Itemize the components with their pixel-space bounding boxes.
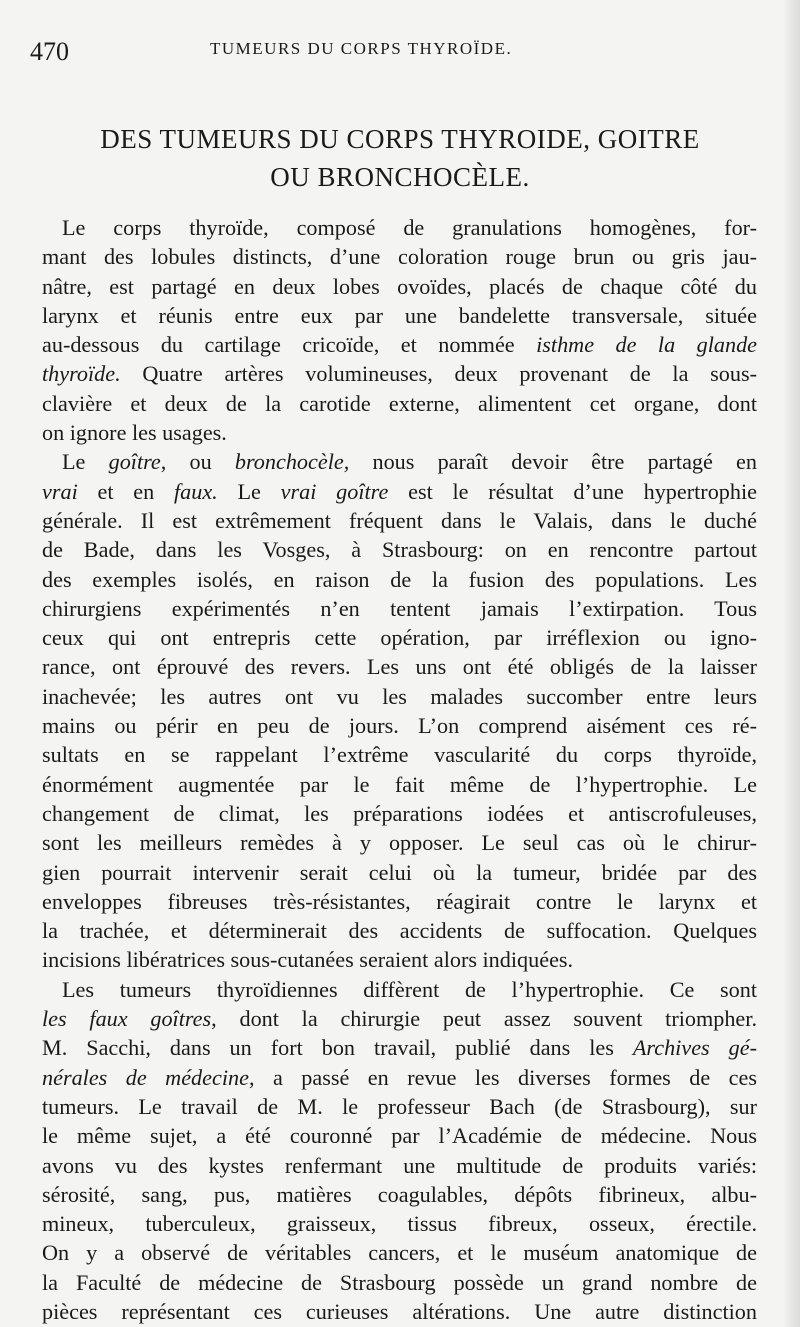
text-line: changement de climat, les préparations iodées et antiscrofuleuses, bbox=[42, 800, 757, 826]
text-run: , a passé en revue les diverses formes de ces bbox=[248, 1064, 757, 1090]
text-line: rance, ont éprouvé des revers. Les uns ont été obligés de la laisser bbox=[42, 654, 757, 680]
text-line bbox=[42, 1063, 757, 1092]
text-line: sont les meilleurs remèdes à y opposer. Le seul cas où le chirur- bbox=[42, 830, 757, 856]
text-line bbox=[42, 359, 757, 388]
text-line: mains ou périr en peu de jours. L’on comprend aisément ces ré- bbox=[42, 713, 757, 739]
text-run: au-dessous du cartilage cricoïde, et nommée bbox=[42, 332, 537, 358]
running-title: TUMEURS DU CORPS THYROÏDE. bbox=[210, 39, 513, 58]
chapter-title bbox=[30, 120, 770, 196]
text-line: le même sujet, a été couronné par l’Académie de médecine. Nous bbox=[42, 1123, 757, 1149]
text-line: Les tumeurs thyroïdiennes diffèrent de l’hypertrophie. Ce sont bbox=[62, 976, 757, 1002]
text-line bbox=[42, 1033, 757, 1062]
italic-term: bronchocèle, bbox=[234, 449, 350, 475]
text-run: , dont la chirurgie peut assez souvent triompher. bbox=[211, 1006, 757, 1032]
text-line: la Faculté de médecine de Strasbourg possède un grand nombre de bbox=[42, 1269, 757, 1295]
italic-term: nérales de médecine bbox=[42, 1064, 249, 1090]
italic-term: thyroïde. bbox=[42, 361, 121, 387]
text-run: Quatre artères volumineuses, deux provenant de la sous- bbox=[120, 361, 757, 387]
italic-term: faux. bbox=[173, 478, 218, 504]
chapter-title-line-1: DES TUMEURS DU CORPS THYROIDE, GOITRE bbox=[100, 124, 700, 154]
text-run: Le bbox=[217, 478, 281, 504]
text-line: clavière et deux de la carotide externe, alimentent cet organe, dont bbox=[42, 390, 757, 416]
text-line bbox=[42, 1004, 757, 1033]
text-line: tumeurs. Le travail de M. le professeur Bach (de Strasbourg), sur bbox=[42, 1093, 757, 1119]
text-line: avons vu des kystes renfermant une multitude de produits variés: bbox=[42, 1152, 757, 1178]
body-text bbox=[42, 213, 757, 1326]
text-line: incisions libératrices sous-cutanées seraient alors indiquées. bbox=[42, 947, 574, 973]
text-line: énormément augmentée par le fait même de l’hypertrophie. Le bbox=[42, 771, 757, 797]
italic-term: les faux goîtres bbox=[42, 1006, 212, 1032]
chapter-title-line-2: OU BRONCHOCÈLE. bbox=[270, 162, 530, 192]
text-line: ceux qui ont entrepris cette opération, par irréflexion ou igno- bbox=[42, 625, 757, 651]
text-line bbox=[42, 447, 757, 476]
text-line: générale. Il est extrêmement fréquent dans le Valais, dans le duché bbox=[42, 507, 757, 533]
paragraph-3 bbox=[42, 975, 757, 1327]
page-number: 470 bbox=[30, 37, 69, 66]
text-line bbox=[42, 477, 757, 506]
text-line: chirurgiens expérimentés n’en tentent jamais l’extirpation. Tous bbox=[42, 595, 757, 621]
text-line: la trachée, et déterminerait des accidents de suffocation. Quelques bbox=[42, 918, 757, 944]
text-line: larynx et réunis entre eux par une bandelette transversale, située bbox=[42, 302, 757, 328]
text-run: et en bbox=[77, 478, 174, 504]
text-line: sultats en se rappelant l’extrême vascularité du corps thyroïde, bbox=[42, 742, 757, 768]
italic-term: vrai goître bbox=[280, 478, 389, 504]
text-line: mant des lobules distincts, d’une coloration rouge brun ou gris jau- bbox=[42, 244, 757, 270]
text-line: de Bade, dans les Vosges, à Strasbourg: on en rencontre partout bbox=[42, 537, 757, 563]
text-line: On y a observé de véritables cancers, et le muséum anatomique de bbox=[42, 1240, 757, 1266]
italic-term: goître bbox=[108, 449, 161, 475]
text-run: M. Sacchi, dans un fort bon travail, publié dans les bbox=[42, 1035, 633, 1061]
text-run: , ou bbox=[160, 449, 235, 475]
text-line: pièces représentant ces curieuses altérations. Une autre distinction bbox=[42, 1298, 757, 1324]
text-line: gien pourrait intervenir serait celui où la tumeur, bridée par des bbox=[42, 859, 757, 885]
text-run: est le résultat d’une hypertrophie bbox=[388, 478, 757, 504]
italic-term: Archives gé- bbox=[632, 1035, 757, 1061]
italic-term: isthme de la glande bbox=[536, 332, 758, 358]
text-line: nâtre, est partagé en deux lobes ovoïdes, placés de chaque côté du bbox=[42, 273, 757, 299]
running-header bbox=[30, 34, 760, 70]
paragraph-2 bbox=[42, 447, 757, 974]
text-line bbox=[42, 330, 757, 359]
text-line: enveloppes fibreuses très-résistantes, réagirait contre le larynx et bbox=[42, 888, 757, 914]
text-line: sérosité, sang, pus, matières coagulables, dépôts fibrineux, albu- bbox=[42, 1181, 757, 1207]
text-line: Le corps thyroïde, composé de granulations homogènes, for- bbox=[62, 215, 757, 240]
italic-term: vrai bbox=[42, 478, 78, 504]
text-line: des exemples isolés, en raison de la fusion des populations. Les bbox=[42, 566, 757, 592]
text-run: nous paraît devoir être partagé en bbox=[349, 449, 757, 475]
text-run: Le bbox=[62, 449, 109, 475]
text-line: inachevée; les autres ont vu les malades succomber entre leurs bbox=[42, 683, 757, 709]
paragraph-1 bbox=[42, 213, 757, 447]
text-line: mineux, tuberculeux, graisseux, tissus fibreux, osseux, érectile. bbox=[42, 1211, 757, 1237]
text-line: on ignore les usages. bbox=[42, 420, 227, 446]
